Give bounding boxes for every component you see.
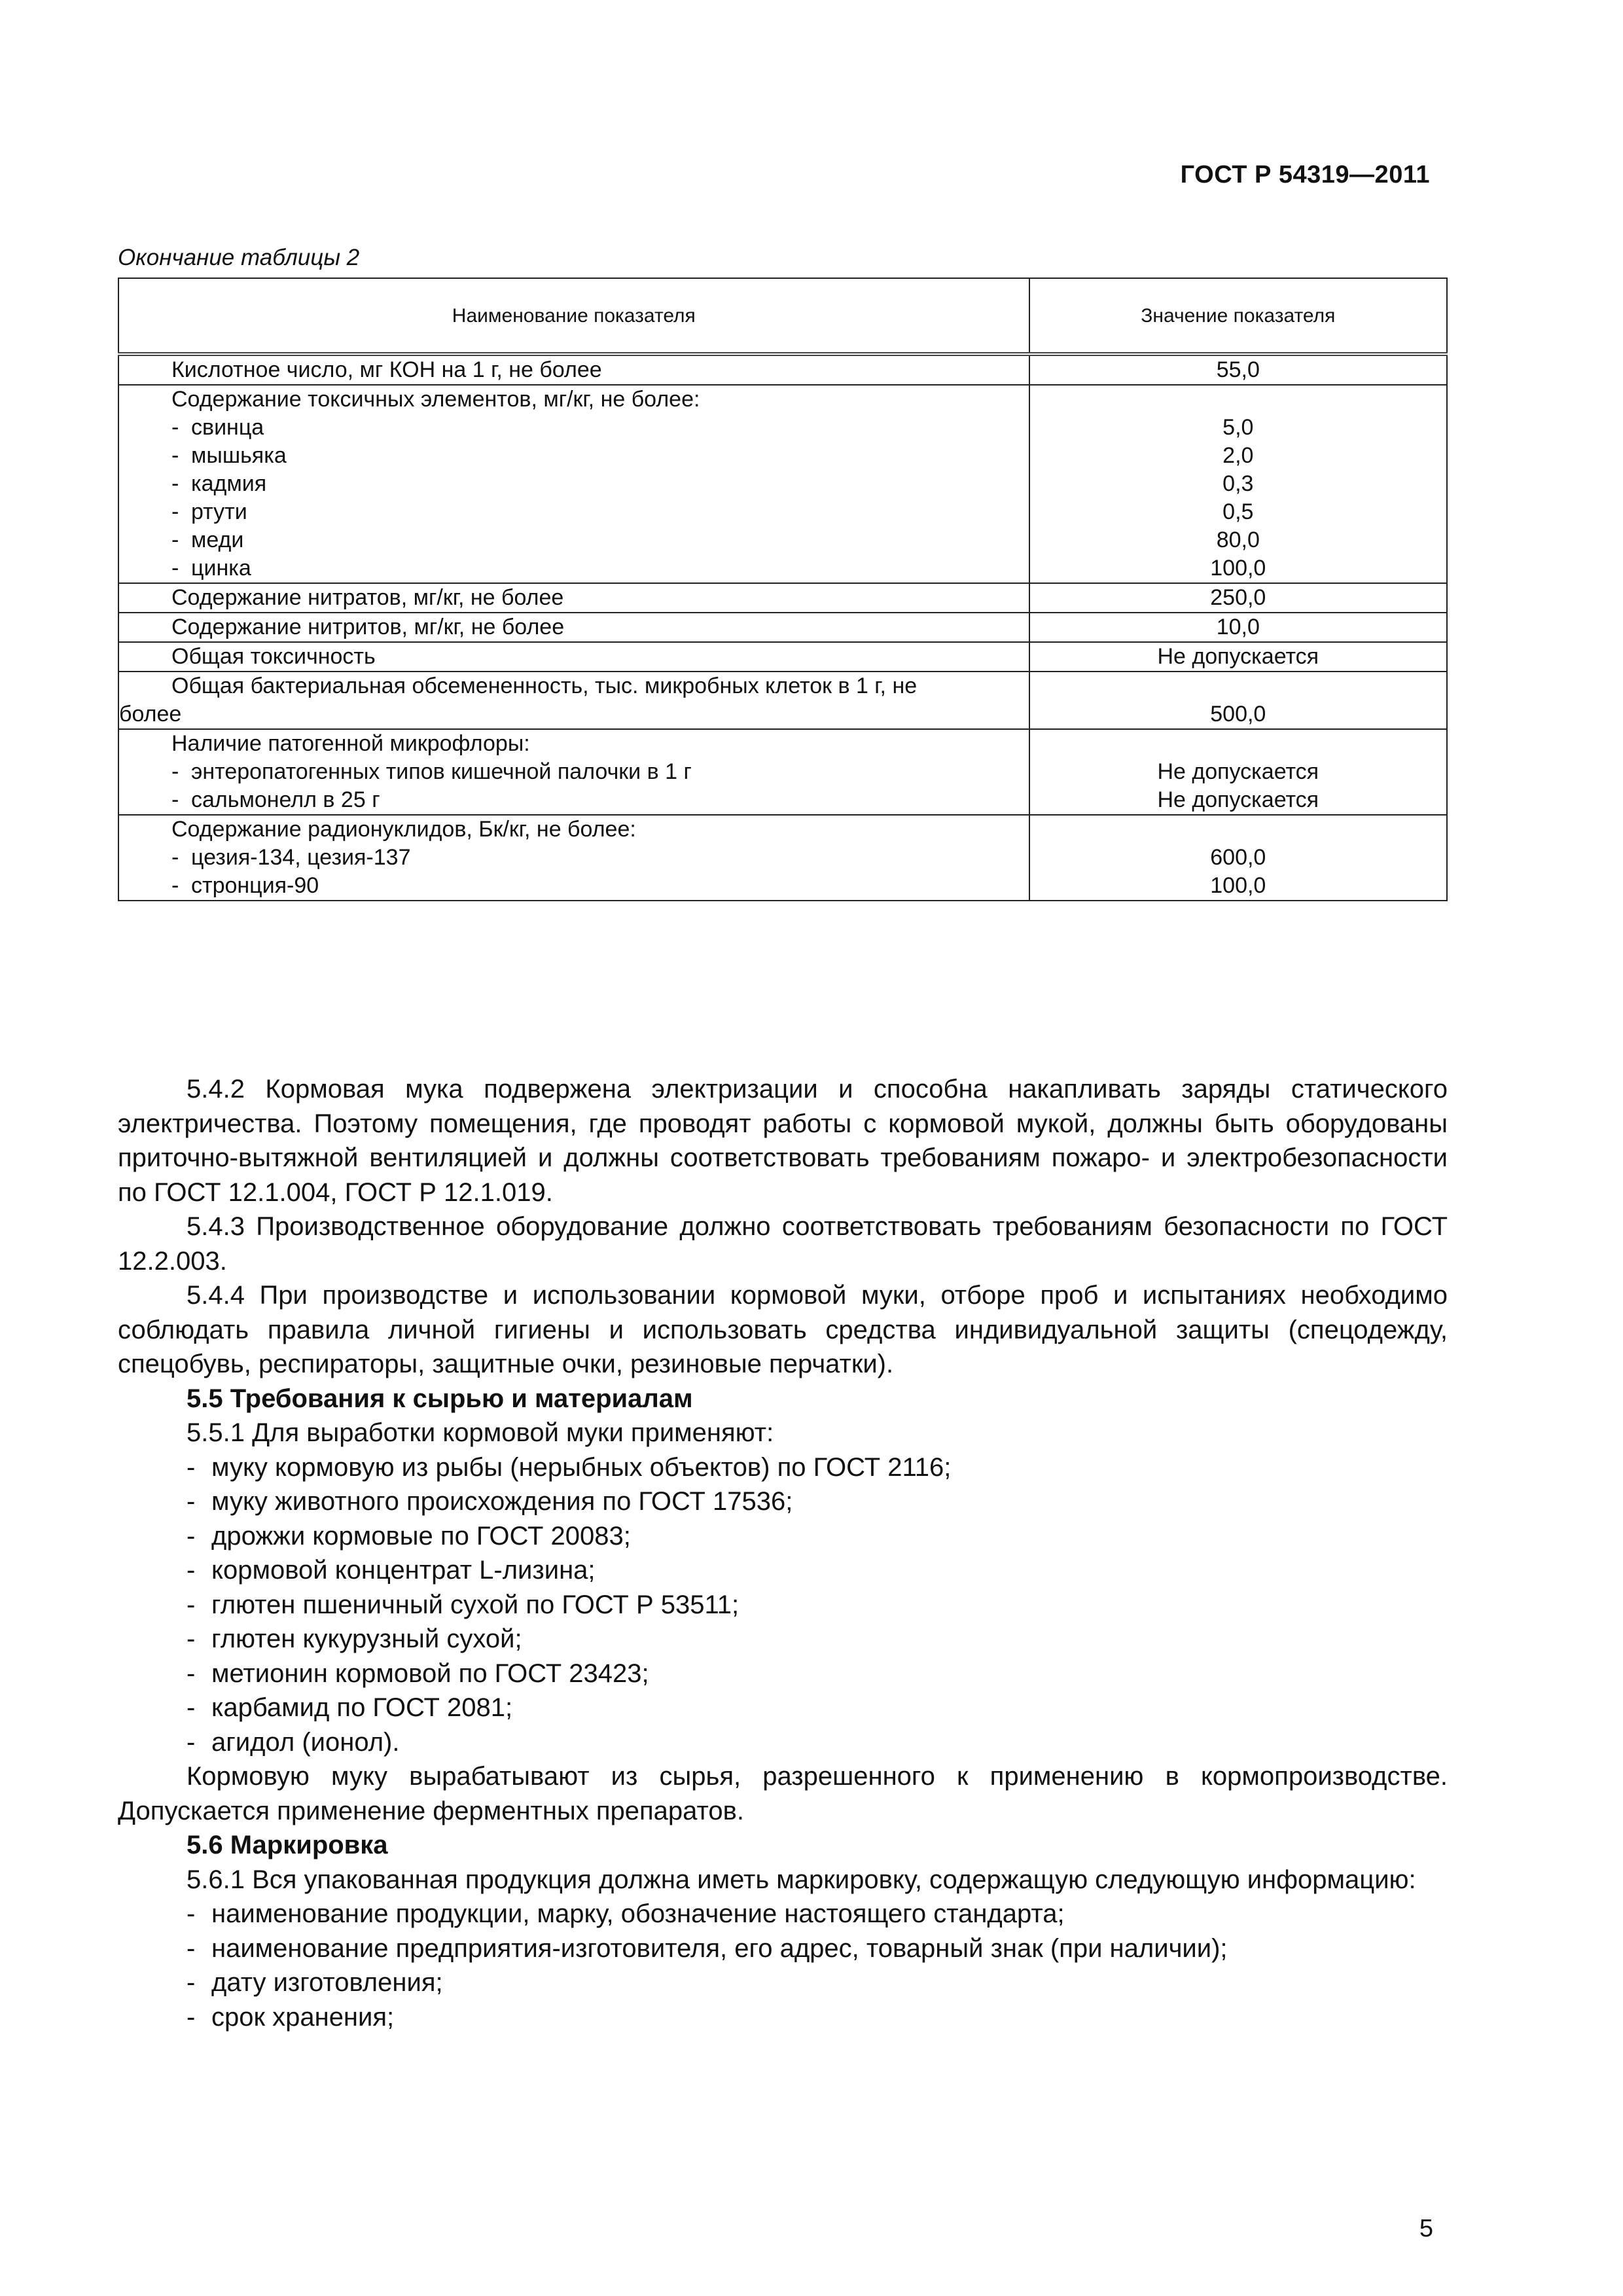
indicator-name: Содержание нитритов, мг/кг, не более xyxy=(171,615,565,639)
table-row xyxy=(118,642,1447,672)
indicator-value: 0,3 xyxy=(1222,471,1254,496)
paragraph-raw-materials-note: Кормовую муку вырабатывают из сырья, разрешенного к применению в кормопроизводстве. Допускается применение ферментных препаратов. xyxy=(118,1762,1448,1825)
indicator-name: Общая токсичность xyxy=(171,644,376,669)
indicator-value: 55,0 xyxy=(1216,357,1260,382)
paragraph-5-6-1: 5.6.1 Вся упакованная продукция должна иметь маркировку, содержащую следующую информацию: xyxy=(187,1865,1416,1894)
paragraph-5-4-3: 5.4.3 Производственное оборудование должно соответствовать требованиям безопасности по ГОСТ 12.2.003. xyxy=(118,1212,1448,1276)
indicator-name-cell xyxy=(118,583,1029,613)
table-row xyxy=(118,815,1447,901)
table-header-row xyxy=(118,278,1447,354)
column-header-value: Значение показателя xyxy=(1029,278,1447,354)
indicator-name: Общая бактериальная обсемененность, тыс. микробных клеток в 1 г, не xyxy=(171,673,918,698)
section-heading-5-5: 5.5 Требования к сырью и материалам xyxy=(187,1384,693,1413)
indicator-name-cell xyxy=(118,815,1029,901)
indicator-value-cell xyxy=(1029,815,1447,901)
indicator-value: 10,0 xyxy=(1216,615,1260,639)
list-item: - метионин кормовой по ГОСТ 23423; xyxy=(187,1659,649,1688)
indicator-value: Не допускается xyxy=(1157,644,1319,669)
indicator-subitem: - энтеропатогенных типов кишечной палочки в 1 г xyxy=(171,759,692,784)
list-marking-info xyxy=(118,1897,1448,2034)
indicator-subitem: - цезия-134, цезия-137 xyxy=(171,845,411,870)
indicator-value-cell xyxy=(1029,642,1447,672)
indicator-value-cell xyxy=(1029,672,1447,729)
indicator-value: 0,5 xyxy=(1222,499,1254,524)
list-item: - муку кормовую из рыбы (нерыбных объектов) по ГОСТ 2116; xyxy=(187,1452,952,1482)
indicator-subitem: - цинка xyxy=(171,556,251,581)
indicator-value: 100,0 xyxy=(1210,873,1266,898)
indicator-value-cell xyxy=(1029,385,1447,583)
indicator-name: Содержание радионуклидов, Бк/кг, не более: xyxy=(171,817,636,842)
indicator-value: 600,0 xyxy=(1210,845,1266,870)
indicator-name-cell xyxy=(118,385,1029,583)
list-item: - кормовой концентрат L-лизина; xyxy=(187,1556,596,1585)
indicator-value: Не допускается xyxy=(1157,787,1319,812)
page-header-doc-id: ГОСТ Р 54319—2011 xyxy=(1180,161,1430,188)
paragraph-5-4-2: 5.4.2 Кормовая мука подвержена электризации и способна накапливать заряды статического электричества. Поэтому помещения, где проводят работы с кормовой мукой, должны быть оборудованы приточно-вытяжной вентиляцией и должны соответствовать требованиям пожаро- и электробезопасности по ГОСТ 12.1.004, ГОСТ Р 12.1.019. xyxy=(118,1075,1448,1207)
table-row xyxy=(118,354,1447,385)
indicator-value-cell xyxy=(1029,729,1447,815)
indicator-value: Не допускается xyxy=(1157,759,1319,784)
indicator-subitem: - мышьяка xyxy=(171,443,287,468)
indicator-value: 5,0 xyxy=(1222,415,1254,440)
list-item: - муку животного происхождения по ГОСТ 17536; xyxy=(187,1487,793,1516)
list-item: - карбамид по ГОСТ 2081; xyxy=(187,1693,513,1722)
indicator-value: 100,0 xyxy=(1210,556,1266,581)
indicator-name-cell xyxy=(118,729,1029,815)
list-item: - глютен пшеничный сухой по ГОСТ Р 53511; xyxy=(187,1590,740,1619)
list-item: - наименование предприятия-изготовителя, его адрес, товарный знак (при наличии); xyxy=(187,1933,1228,1963)
indicator-value-cell xyxy=(1029,613,1447,642)
list-item: - срок хранения; xyxy=(187,2002,395,2032)
indicator-name-cell xyxy=(118,672,1029,729)
indicator-subitem: - свинца xyxy=(171,415,264,440)
table-row xyxy=(118,385,1447,583)
table-row xyxy=(118,729,1447,815)
indicator-name-cell xyxy=(118,613,1029,642)
indicator-value-cell xyxy=(1029,583,1447,613)
table-row xyxy=(118,672,1447,729)
list-item: - глютен кукурузный сухой; xyxy=(187,1624,522,1653)
indicator-value-cell xyxy=(1029,354,1447,385)
indicator-value: 2,0 xyxy=(1222,443,1254,468)
indicator-name: Наличие патогенной микрофлоры: xyxy=(171,731,530,756)
indicators-table xyxy=(118,278,1448,901)
list-raw-materials xyxy=(118,1450,1448,1760)
indicator-value: 500,0 xyxy=(1210,702,1266,726)
indicator-value: 80,0 xyxy=(1216,528,1260,552)
indicator-name-cell xyxy=(118,354,1029,385)
indicator-name: Кислотное число, мг КОН на 1 г, не более xyxy=(171,357,602,382)
indicator-subitem: - ртути xyxy=(171,499,247,524)
list-item: - дату изготовления; xyxy=(187,1968,443,1997)
indicator-name-cell xyxy=(118,642,1029,672)
paragraph-5-4-4: 5.4.4 При производстве и использовании кормовой муки, отборе проб и испытаниях необходимо соблюдать правила личной гигиены и использовать средства индивидуальной защиты (спецодежду, спецобувь, респираторы, защитные очки, резиновые перчатки). xyxy=(118,1281,1448,1378)
indicator-subitem: - меди xyxy=(171,528,244,552)
indicator-subitem: - кадмия xyxy=(171,471,267,496)
list-item: - дрожжи кормовые по ГОСТ 20083; xyxy=(187,1521,631,1551)
column-header-name: Наименование показателя xyxy=(118,278,1029,354)
list-item: - наименование продукции, марку, обозначение настоящего стандарта; xyxy=(187,1899,1065,1928)
table-body xyxy=(118,354,1447,901)
table-row xyxy=(118,583,1447,613)
indicator-value: 250,0 xyxy=(1210,585,1266,610)
table-row xyxy=(118,613,1447,642)
indicator-name: Содержание нитратов, мг/кг, не более xyxy=(171,585,564,610)
page-number: 5 xyxy=(1419,2215,1433,2242)
list-item: - агидол (ионол). xyxy=(187,1727,400,1757)
body-text xyxy=(118,1072,1448,2034)
indicator-name: Содержание токсичных элементов, мг/кг, не более: xyxy=(171,387,700,412)
indicator-subitem: - сальмонелл в 25 г xyxy=(171,787,380,812)
table-caption: Окончание таблицы 2 xyxy=(118,245,360,270)
section-heading-5-6: 5.6 Маркировка xyxy=(187,1831,388,1859)
indicator-subitem: - стронция-90 xyxy=(171,873,319,898)
indicator-name: более xyxy=(119,702,182,726)
paragraph-5-5-1: 5.5.1 Для выработки кормовой муки применяют: xyxy=(187,1418,774,1447)
